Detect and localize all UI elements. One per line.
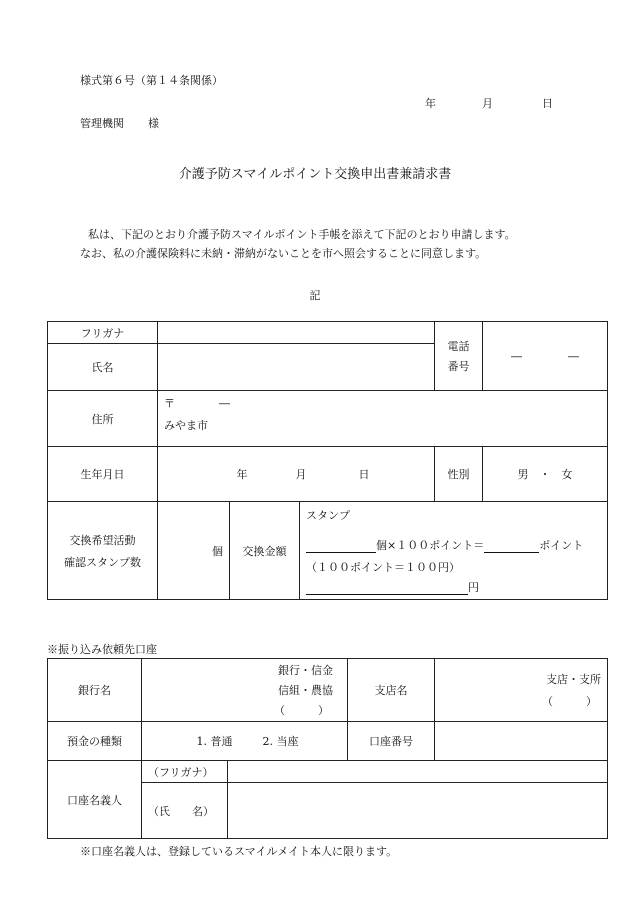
account-number-field[interactable] <box>435 722 608 761</box>
branch-type-line-2: （ ） <box>542 695 597 708</box>
birth-day: 日 <box>358 468 370 481</box>
address-label: 住所 <box>48 391 158 447</box>
holder-furigana-field[interactable] <box>228 761 608 783</box>
yen-blank[interactable] <box>306 582 468 595</box>
gender-field[interactable]: 男 ・ 女 <box>483 447 608 502</box>
birth-label: 生年月日 <box>48 447 158 502</box>
bank-name-field[interactable] <box>142 659 348 722</box>
address-field[interactable] <box>158 391 608 447</box>
body-line-1: 私は、下記のとおり介護予防スマイルポイント手帳を添えて下記のとおり申請します。 <box>88 228 516 241</box>
phone-dash-2: ― <box>568 349 579 363</box>
date-month-label: 月 <box>482 97 493 110</box>
bank-type-line-1: 銀行・信金 <box>278 664 333 677</box>
furigana-label: フリガナ <box>48 322 158 344</box>
account-number-label: 口座番号 <box>348 722 435 761</box>
rate-note: （１００ポイント＝１００円） <box>306 561 460 574</box>
phone-label <box>435 322 483 391</box>
deposit-type-field[interactable] <box>142 722 348 761</box>
applicant-table <box>47 321 608 600</box>
birth-year: 年 <box>236 468 248 481</box>
deposit-option-ordinary[interactable]: 1. 普通 <box>196 735 233 748</box>
ki-label: 記 <box>309 289 321 302</box>
stamp-count-blank[interactable] <box>306 540 376 553</box>
account-holder-label: 口座名義人 <box>48 761 142 839</box>
yen-label: 円 <box>468 581 479 594</box>
deposit-type-label: 預金の種類 <box>48 722 142 761</box>
phone-dash-1: ― <box>511 349 522 363</box>
phone-label-line-1: 電話 <box>447 340 470 353</box>
address-city: みやま市 <box>164 419 208 432</box>
addressee: 管理機関 <box>80 117 124 130</box>
stamp-count-label-line-2: 確認スタンプ数 <box>64 555 141 569</box>
branch-name-label: 支店名 <box>348 659 435 722</box>
exchange-calc-field[interactable] <box>300 502 608 600</box>
postal-dash: ― <box>219 397 230 410</box>
bank-type-line-2: 信組・農協 <box>278 684 333 697</box>
holder-name-label: （氏 名） <box>142 783 228 839</box>
stamp-unit: 個 <box>212 544 223 558</box>
postal-mark: 〒 <box>164 397 175 410</box>
name-label: 氏名 <box>48 344 158 391</box>
deposit-option-current[interactable]: 2. 当座 <box>262 735 299 748</box>
form-number: 様式第６号（第１４条関係） <box>80 74 223 87</box>
body-line-2: なお、私の介護保険料に未納・滞納がないことを市へ照会することに同意します。 <box>80 247 487 260</box>
branch-name-field[interactable] <box>435 659 608 722</box>
stamp-heading: スタンプ <box>306 509 350 522</box>
bank-type-line-3: （ ） <box>274 704 329 717</box>
bank-table <box>47 658 608 839</box>
honorific: 様 <box>148 117 159 130</box>
date-year-label: 年 <box>425 97 436 110</box>
bank-name-label: 銀行名 <box>48 659 142 722</box>
points-blank[interactable] <box>484 540 539 553</box>
date-day-label: 日 <box>542 97 553 110</box>
branch-type-line-1: 支店・支所 <box>546 673 601 686</box>
holder-furigana-label: （フリガナ） <box>142 761 228 783</box>
name-field[interactable] <box>158 344 435 391</box>
stamp-count-label-line-1: 交換希望活動 <box>69 533 136 547</box>
phone-label-line-2: 番号 <box>447 360 470 373</box>
calc-end-text: ポイント <box>539 539 584 552</box>
furigana-field[interactable] <box>158 322 435 344</box>
calc-mid-text: 個×１００ポイント＝ <box>376 539 485 552</box>
phone-field[interactable] <box>483 322 608 391</box>
birth-field[interactable] <box>158 447 435 502</box>
gender-label: 性別 <box>435 447 483 502</box>
document-title: 介護予防スマイルポイント交換申出書兼請求書 <box>178 167 452 182</box>
holder-name-field[interactable] <box>228 783 608 839</box>
birth-month: 月 <box>295 468 307 481</box>
bank-section-heading: ※振り込み依頼先口座 <box>47 643 157 656</box>
holder-footnote: ※口座名義人は、登録しているスマイルメイト本人に限ります。 <box>80 845 398 858</box>
stamp-count-label <box>48 502 158 600</box>
stamp-count-field[interactable] <box>158 502 230 600</box>
exchange-amount-label: 交換金額 <box>230 502 300 600</box>
